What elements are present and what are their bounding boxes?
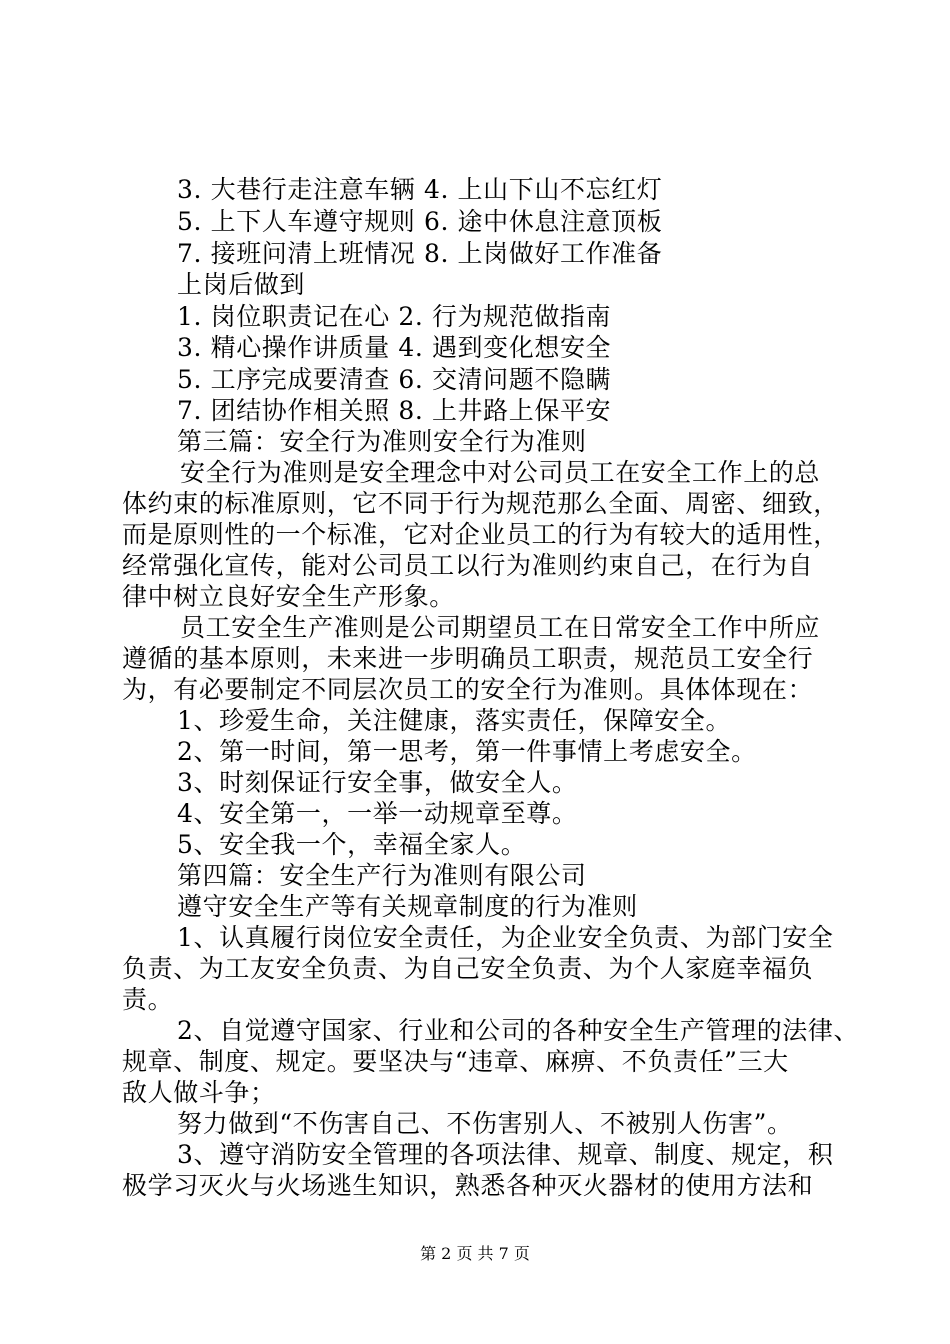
- text-line: 上岗后做到: [177, 270, 306, 299]
- text-line: 员工安全生产准则是公司期望员工在日常安全工作中所应: [180, 613, 821, 642]
- text-line: 遵守安全生产等有关规章制度的行为准则: [177, 892, 638, 921]
- text-line: 责。: [122, 985, 174, 1014]
- text-line: 5. 工序完成要清查 6. 交清问题不隐瞒: [177, 365, 612, 394]
- list-item: 3、时刻保证行安全事，做安全人。: [177, 768, 578, 797]
- text-line: 极学习灭火与火场逃生知识，熟悉各种灭火器材的使用方法和: [122, 1171, 814, 1200]
- text-line: 5. 上下人车遵守规则 6. 途中休息注意顶板: [177, 207, 663, 236]
- section-heading: 第三篇：安全行为准则安全行为准则: [177, 427, 587, 456]
- text-line: 安全行为准则是安全理念中对公司员工在安全工作上的总: [180, 458, 821, 487]
- section-heading: 第四篇：安全生产行为准则有限公司: [177, 861, 587, 890]
- list-item: 2、第一时间，第一思考，第一件事情上考虑安全。: [177, 737, 757, 766]
- page-number-footer: 第 2 页 共 7 页: [420, 1244, 530, 1263]
- text-line: 7. 团结协作相关照 8. 上井路上保平安: [177, 396, 612, 425]
- list-item: 1、珍爱生命，关注健康，落实责任，保障安全。: [177, 706, 732, 735]
- text-line: 7. 接班问清上班情况 8. 上岗做好工作准备: [177, 239, 663, 268]
- text-line: 体约束的标准原则，它不同于行为规范那么全面、周密、细致，: [122, 489, 839, 518]
- text-line: 3、遵守消防安全管理的各项法律、规章、制度、规定，积: [177, 1140, 834, 1169]
- list-item: 5、安全我一个，幸福全家人。: [177, 830, 527, 859]
- text-line: 3. 精心操作讲质量 4. 遇到变化想安全: [177, 333, 612, 362]
- text-line: 努力做到“不伤害自己、不伤害别人、不被别人伤害”。: [177, 1109, 793, 1138]
- text-line: 律中树立良好安全生产形象。: [122, 582, 455, 611]
- text-line: 遵循的基本原则，未来进一步明确员工职责，规范员工安全行: [122, 644, 814, 673]
- text-line: 3. 大巷行走注意车辆 4. 上山下山不忘红灯: [177, 175, 663, 204]
- text-line: 敌人做斗争；: [122, 1078, 276, 1107]
- text-line: 2、自觉遵守国家、行业和公司的各种安全生产管理的法律、: [177, 1016, 860, 1045]
- text-line: 1、认真履行岗位安全责任，为企业安全负责、为部门安全: [177, 923, 834, 952]
- text-line: 经常强化宣传，能对公司员工以行为准则约束自己，在行为自: [122, 551, 814, 580]
- text-line: 规章、制度、规定。要坚决与“违章、麻痹、不负责任”三大: [122, 1047, 789, 1076]
- text-line: 而是原则性的一个标准，它对企业员工的行为有较大的适用性，: [122, 520, 839, 549]
- text-line: 为，有必要制定不同层次员工的安全行为准则。具体体现在：: [122, 675, 814, 704]
- text-line: 1. 岗位职责记在心 2. 行为规范做指南: [177, 302, 612, 331]
- list-item: 4、安全第一，一举一动规章至尊。: [177, 799, 578, 828]
- text-line: 负责、为工友安全负责、为自己安全负责、为个人家庭幸福负: [122, 954, 814, 983]
